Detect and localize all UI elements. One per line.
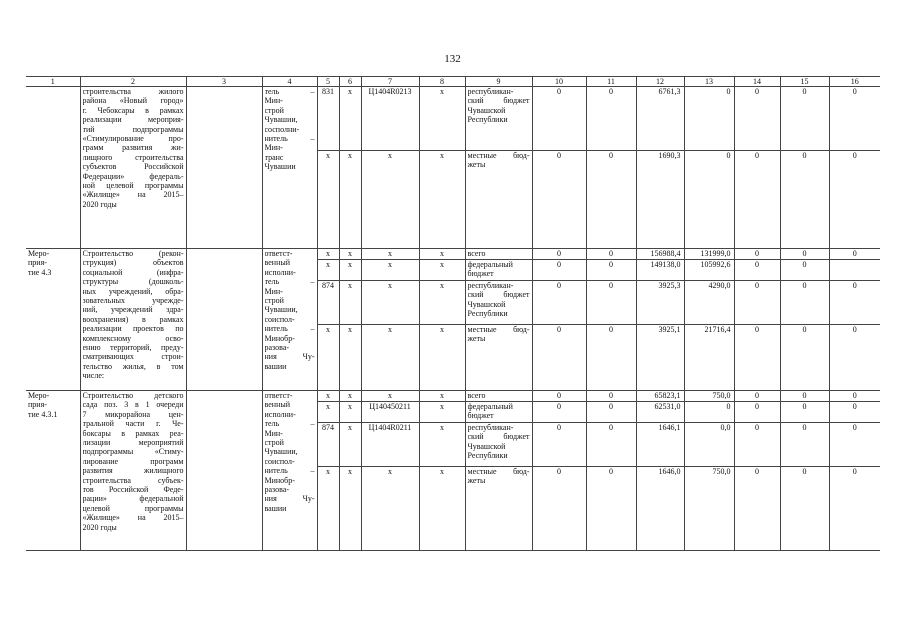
amount-cell: 62531,0 [636,402,684,423]
funding-source-cell [465,391,532,402]
code-cell: x [419,281,465,325]
text-line: федеральный [467,402,513,411]
funding-source-cell [465,87,532,151]
text-line: строительства жилого [82,87,184,96]
text-line: рации» федеральной [82,494,184,504]
code-cell: Ц140450211 [361,402,419,423]
amount-cell: 0 [829,151,880,249]
empty-cell [186,391,262,551]
text-line: нитель – [264,324,315,334]
code-cell: Ц1404R0213 [361,87,419,151]
text-line: лирование программ [82,456,184,466]
code-cell: x [339,249,361,260]
amount-cell: 0 [586,325,636,391]
text-line: разова- [264,343,290,353]
amount-cell: 0 [829,391,880,402]
amount-cell: 0 [532,281,586,325]
code-cell: x [317,467,339,551]
column-number-row [26,77,880,87]
text-line: Чувашии, [264,447,298,457]
column-number: 5 [317,77,339,87]
text-line: местные бюд- [467,325,530,334]
text-line: района «Новый город» [82,96,184,106]
code-cell: 874 [317,281,339,325]
amount-cell: 3925,1 [636,325,684,391]
text-line: Строительство (рекон- [82,249,184,258]
amount-cell [829,260,880,281]
column-number: 11 [586,77,636,87]
amount-cell: 0 [780,467,829,551]
text-line: тельство жилья, в том [82,361,184,371]
executor-cell [262,249,317,391]
text-line: всего [467,249,486,258]
column-number: 2 [80,77,186,87]
text-line: ению территорий, преду- [82,343,184,353]
amount-cell: 21716,4 [684,325,734,391]
text-line: Федерации» федераль- [82,171,184,181]
text-line: 2020 годы [82,522,117,532]
text-line: г. Чебоксары в рамках [82,105,184,115]
text-line: ных учреждений, обра- [82,286,184,296]
event-label-cell [26,249,80,391]
column-number: 8 [419,77,465,87]
text-line: реализации мероприя- [82,115,184,125]
amount-cell: 0 [586,467,636,551]
text-line: нитель – [264,466,315,476]
text-line: тие 4.3.1 [28,409,58,419]
text-line: местные бюд- [467,151,530,160]
code-cell: x [339,260,361,281]
code-cell: x [317,391,339,402]
amount-cell: 0 [734,260,780,281]
code-cell: 831 [317,87,339,151]
event-label-cell [26,391,80,551]
text-line: прия- [28,258,47,268]
column-number: 9 [465,77,532,87]
executor-cell [262,391,317,551]
code-cell: x [419,151,465,249]
amount-cell: 0 [532,87,586,151]
text-line: Чувашии [264,162,296,172]
code-cell: x [339,402,361,423]
text-line: Чувашии, [264,305,298,315]
text-line: социальной (инфра- [82,267,184,277]
text-line: бюджет [467,411,494,421]
text-line: лизации мероприятий [82,438,184,448]
table-row [26,391,880,402]
text-line: «Жилище» на 2015– [82,513,184,523]
code-cell: x [419,391,465,402]
text-line: 7 микрорайона цен- [82,409,184,419]
text-line: «Жилище» на 2015– [82,190,184,200]
amount-cell: 4290,0 [684,281,734,325]
text-line: Строительство детского [82,391,184,400]
table-row [26,87,880,151]
text-line: подпрограммы «Стиму- [82,447,184,457]
text-line: венный [264,258,290,268]
text-line: «Стимулирование про- [82,134,184,144]
text-line: ский бюджет [467,432,530,442]
funding-source-cell [465,402,532,423]
amount-cell: 0 [829,281,880,325]
text-line: сосполни- [264,124,300,134]
code-cell: x [339,391,361,402]
text-line: венный [264,400,290,410]
column-number: 12 [636,77,684,87]
text-line: нитель – [264,134,315,144]
budget-table [26,76,880,551]
code-cell: x [419,87,465,151]
text-line: ский бюджет [467,290,530,300]
amount-cell: 0 [829,402,880,423]
text-line: Чувашии, [264,115,298,125]
text-line: транс [264,152,284,162]
text-line: тов Российской Феде- [82,485,184,495]
amount-cell: 3925,3 [636,281,684,325]
amount-cell: 0 [734,402,780,423]
amount-cell: 0 [829,423,880,467]
text-line: республикан- [467,423,514,432]
amount-cell: 0 [780,281,829,325]
code-cell: x [419,325,465,391]
text-line: тральной части г. Че- [82,419,184,429]
code-cell: x [317,260,339,281]
amount-cell: 0 [780,423,829,467]
amount-cell: 0 [684,151,734,249]
code-cell: x [339,467,361,551]
funding-source-cell [465,281,532,325]
amount-cell: 0 [586,281,636,325]
amount-cell: 0 [734,391,780,402]
amount-cell: 0 [586,260,636,281]
amount-cell: 0 [734,281,780,325]
text-line: исполни- [264,409,296,419]
amount-cell: 0 [586,249,636,260]
funding-source-cell [465,423,532,467]
text-line: жеты [467,160,486,170]
empty-cell [186,249,262,391]
code-cell: x [361,467,419,551]
code-cell: x [419,467,465,551]
column-number: 14 [734,77,780,87]
event-description-cell [80,249,186,391]
text-line: 2020 годы [82,199,117,209]
text-line: боксары в рамках реа- [82,428,184,438]
text-line: строительства субъек- [82,475,184,485]
column-number: 15 [780,77,829,87]
code-cell: x [339,281,361,325]
text-line: жеты [467,476,486,486]
text-line: зовательных учрежде- [82,296,184,306]
amount-cell: 0 [734,151,780,249]
text-line: лищного строительства [82,152,184,162]
amount-cell: 0 [532,151,586,249]
text-line: Мин- [264,96,283,106]
amount-cell: 0 [734,325,780,391]
text-line: жеты [467,334,486,344]
text-line: воохранения) в рамках [82,314,184,324]
code-cell: x [361,151,419,249]
text-line: ной целевой программы [82,181,184,191]
code-cell: x [361,281,419,325]
funding-source-cell [465,467,532,551]
text-line: федеральный [467,260,513,269]
code-cell: x [361,249,419,260]
code-cell: x [339,151,361,249]
amount-cell: 0 [780,325,829,391]
text-line: Республики [467,115,508,125]
text-line: вашии [264,361,287,371]
amount-cell: 0 [586,423,636,467]
code-cell: x [361,391,419,402]
executor-cell [262,87,317,249]
empty-cell [186,87,262,249]
code-cell: x [339,325,361,391]
column-number: 13 [684,77,734,87]
amount-cell: 0 [780,391,829,402]
text-line: струкция) объектов [82,258,184,268]
code-cell: x [317,325,339,391]
column-number: 3 [186,77,262,87]
amount-cell: 0 [684,87,734,151]
text-line: всего [467,391,486,400]
text-line: республикан- [467,281,514,290]
amount-cell: 149138,0 [636,260,684,281]
code-cell: x [339,423,361,467]
amount-cell: 131999,0 [684,249,734,260]
text-line: Чувашской [467,299,506,309]
text-line: ния Чу- [264,494,315,504]
amount-cell: 65823,1 [636,391,684,402]
amount-cell: 0 [780,151,829,249]
funding-source-cell [465,249,532,260]
code-cell: x [317,402,339,423]
text-line: тие 4.3 [28,267,52,277]
amount-cell: 105992,6 [684,260,734,281]
text-line: Меро- [28,249,50,258]
text-line: ния Чу- [264,352,315,362]
text-line: строй [264,296,284,306]
funding-source-cell [465,151,532,249]
table-body [26,77,880,551]
amount-cell: 0 [586,402,636,423]
text-line: ответст- [264,391,293,400]
text-line: субъектов Российской [82,162,184,172]
amount-cell: 1690,3 [636,151,684,249]
code-cell: x [361,260,419,281]
text-line: разова- [264,485,290,495]
text-line: ответст- [264,249,293,258]
column-number: 7 [361,77,419,87]
text-line: Республики [467,309,508,319]
amount-cell: 0 [829,87,880,151]
text-line: Минобр- [264,333,295,343]
amount-cell: 0 [532,467,586,551]
text-line: прия- [28,400,47,410]
amount-cell: 0 [734,423,780,467]
amount-cell: 0 [684,402,734,423]
text-line: грамм развития жи- [82,143,184,153]
amount-cell: 0 [734,87,780,151]
amount-cell: 0 [780,402,829,423]
amount-cell: 0 [829,325,880,391]
text-line: вашии [264,503,287,513]
text-line: комплексному осво- [82,333,184,343]
text-line: развития жилищного [82,466,184,476]
column-number: 4 [262,77,317,87]
column-number: 16 [829,77,880,87]
text-line: Мин- [264,286,283,296]
text-line: сада поз. 3 в 1 очереди [82,400,184,410]
text-line: тель – [264,87,315,96]
amount-cell: 0 [532,260,586,281]
code-cell: x [419,402,465,423]
amount-cell: 0 [734,249,780,260]
amount-cell: 750,0 [684,391,734,402]
amount-cell: 0 [532,391,586,402]
text-line: строй [264,105,284,115]
text-line: тий подпрограммы [82,124,184,134]
amount-cell: 0 [586,87,636,151]
amount-cell: 0 [829,249,880,260]
amount-cell: 1646,0 [636,467,684,551]
text-line: исполни- [264,267,296,277]
text-line: ний, учреждений здра- [82,305,184,315]
code-cell: Ц1404R0211 [361,423,419,467]
code-cell: x [317,151,339,249]
amount-cell: 0 [780,87,829,151]
text-line: строй [264,438,284,448]
text-line: Меро- [28,391,50,400]
column-number: 10 [532,77,586,87]
text-line: республикан- [467,87,514,96]
text-line: Мин- [264,143,283,153]
amount-cell: 0 [532,249,586,260]
amount-cell: 156988,4 [636,249,684,260]
column-number: 1 [26,77,80,87]
column-number: 6 [339,77,361,87]
code-cell: x [361,325,419,391]
amount-cell: 0 [780,260,829,281]
page-number: 132 [444,53,461,65]
code-cell: x [339,87,361,151]
amount-cell: 0 [734,467,780,551]
text-line: структуры (дошколь- [82,277,184,287]
amount-cell: 0 [586,391,636,402]
text-line: местные бюд- [467,467,530,476]
event-description-cell [80,391,186,551]
text-line: реализации проектов по [82,324,184,334]
text-line: Мин- [264,428,283,438]
text-line: целевой программы [82,503,184,513]
amount-cell: 0 [532,423,586,467]
text-line: соиспол- [264,314,295,324]
text-line: сматривающих строи- [82,352,184,362]
text-line: числе: [82,371,105,381]
text-line: тель – [264,419,315,429]
amount-cell: 0 [586,151,636,249]
amount-cell: 0 [780,249,829,260]
table-row [26,249,880,260]
text-line: Чувашской [467,105,506,115]
text-line: тель – [264,277,315,287]
event-label-cell [26,87,80,249]
text-line: соиспол- [264,456,295,466]
event-description-cell [80,87,186,249]
text-line: Республики [467,451,508,461]
text-line: Чувашской [467,441,506,451]
code-cell: 874 [317,423,339,467]
text-line: ский бюджет [467,96,530,106]
amount-cell: 750,0 [684,467,734,551]
code-cell: x [419,423,465,467]
amount-cell: 1646,1 [636,423,684,467]
text-line: бюджет [467,269,494,279]
amount-cell: 0 [532,325,586,391]
amount-cell: 0 [532,402,586,423]
code-cell: x [419,260,465,281]
funding-source-cell [465,260,532,281]
code-cell: x [317,249,339,260]
amount-cell: 0 [829,467,880,551]
amount-cell: 6761,3 [636,87,684,151]
text-line: Минобр- [264,475,295,485]
funding-source-cell [465,325,532,391]
amount-cell: 0,0 [684,423,734,467]
code-cell: x [419,249,465,260]
